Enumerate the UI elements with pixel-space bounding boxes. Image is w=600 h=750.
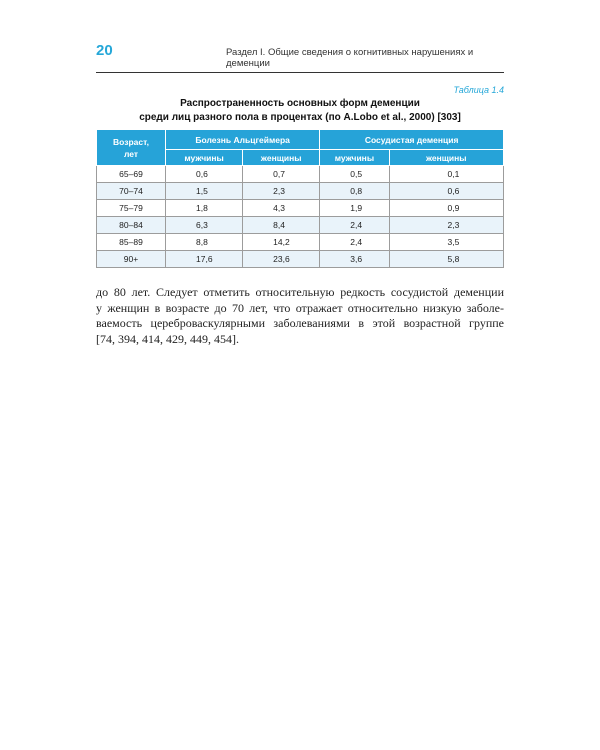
alzheimer-women-header: женщины — [243, 150, 320, 166]
table-row — [97, 251, 504, 268]
alzheimer-men-cell: 6,3 — [166, 217, 243, 234]
table-caption-line-2: среди лиц разного пола в процентах (по A.Lobo et al., 2000) [303] — [139, 112, 461, 123]
running-header — [96, 42, 504, 73]
vascular-women-cell: 0,6 — [389, 183, 504, 200]
table-row — [97, 217, 504, 234]
alzheimer-men-header: мужчины — [166, 150, 243, 166]
alzheimer-men-cell: 1,5 — [166, 183, 243, 200]
table-caption — [96, 97, 504, 125]
table-row — [97, 234, 504, 251]
alzheimer-women-cell: 14,2 — [243, 234, 320, 251]
vascular-men-header: мужчины — [320, 150, 389, 166]
page-number: 20 — [96, 42, 113, 59]
vascular-men-cell: 0,8 — [320, 183, 389, 200]
body-paragraph — [96, 285, 504, 347]
body-line: у женщин в возрасте до 70 лет, что отражает относительно низкую заболе- — [96, 300, 504, 315]
vascular-women-cell: 5,8 — [389, 251, 504, 268]
vascular-women-cell: 3,5 — [389, 234, 504, 251]
alzheimer-men-cell: 17,6 — [166, 251, 243, 268]
body-line: ваемость цереброваскулярными заболеваниями в этой возрастной группе — [96, 316, 504, 330]
alzheimer-women-cell: 23,6 — [243, 251, 320, 268]
vascular-women-header: женщины — [389, 150, 504, 166]
vascular-men-cell: 1,9 — [320, 200, 389, 217]
alzheimer-group-header: Болезнь Альцгеймера — [166, 130, 320, 150]
vascular-men-cell: 2,4 — [320, 217, 389, 234]
dementia-prevalence-table — [96, 129, 504, 268]
table-caption-line-1: Распространенность основных форм деменции — [180, 98, 420, 109]
section-title: Раздел I. Общие сведения о когнитивных нарушениях и деменции — [226, 47, 474, 69]
vascular-women-cell: 0,9 — [389, 200, 504, 217]
table-row — [97, 166, 504, 183]
vascular-men-cell: 0,5 — [320, 166, 389, 183]
alzheimer-women-cell: 8,4 — [243, 217, 320, 234]
age-header-line-1: Возраст, — [113, 136, 149, 147]
age-cell: 75–79 — [97, 200, 166, 217]
alzheimer-men-cell: 1,8 — [166, 200, 243, 217]
age-cell: 70–74 — [97, 183, 166, 200]
age-cell: 90+ — [97, 251, 166, 268]
vascular-group-header: Сосудистая деменция — [320, 130, 504, 150]
alzheimer-women-cell: 2,3 — [243, 183, 320, 200]
vascular-women-cell: 2,3 — [389, 217, 504, 234]
body-line: до 80 лет. Следует отметить относительную редкость сосудистой деменции — [96, 285, 504, 299]
alzheimer-women-cell: 0,7 — [243, 166, 320, 183]
age-cell: 85–89 — [97, 234, 166, 251]
age-header-line-2: лет — [123, 148, 139, 159]
vascular-men-cell: 2,4 — [320, 234, 389, 251]
vascular-men-cell: 3,6 — [320, 251, 389, 268]
table-row — [97, 183, 504, 200]
age-cell: 80–84 — [97, 217, 166, 234]
alzheimer-women-cell: 4,3 — [243, 200, 320, 217]
age-cell: 65–69 — [97, 166, 166, 183]
vascular-women-cell: 0,1 — [389, 166, 504, 183]
body-line: [74, 394, 414, 429, 449, 454]. — [96, 331, 239, 346]
table-label: Таблица 1.4 — [453, 85, 504, 95]
age-column-header — [97, 130, 166, 166]
alzheimer-men-cell: 8,8 — [166, 234, 243, 251]
table-row — [97, 200, 504, 217]
alzheimer-men-cell: 0,6 — [166, 166, 243, 183]
